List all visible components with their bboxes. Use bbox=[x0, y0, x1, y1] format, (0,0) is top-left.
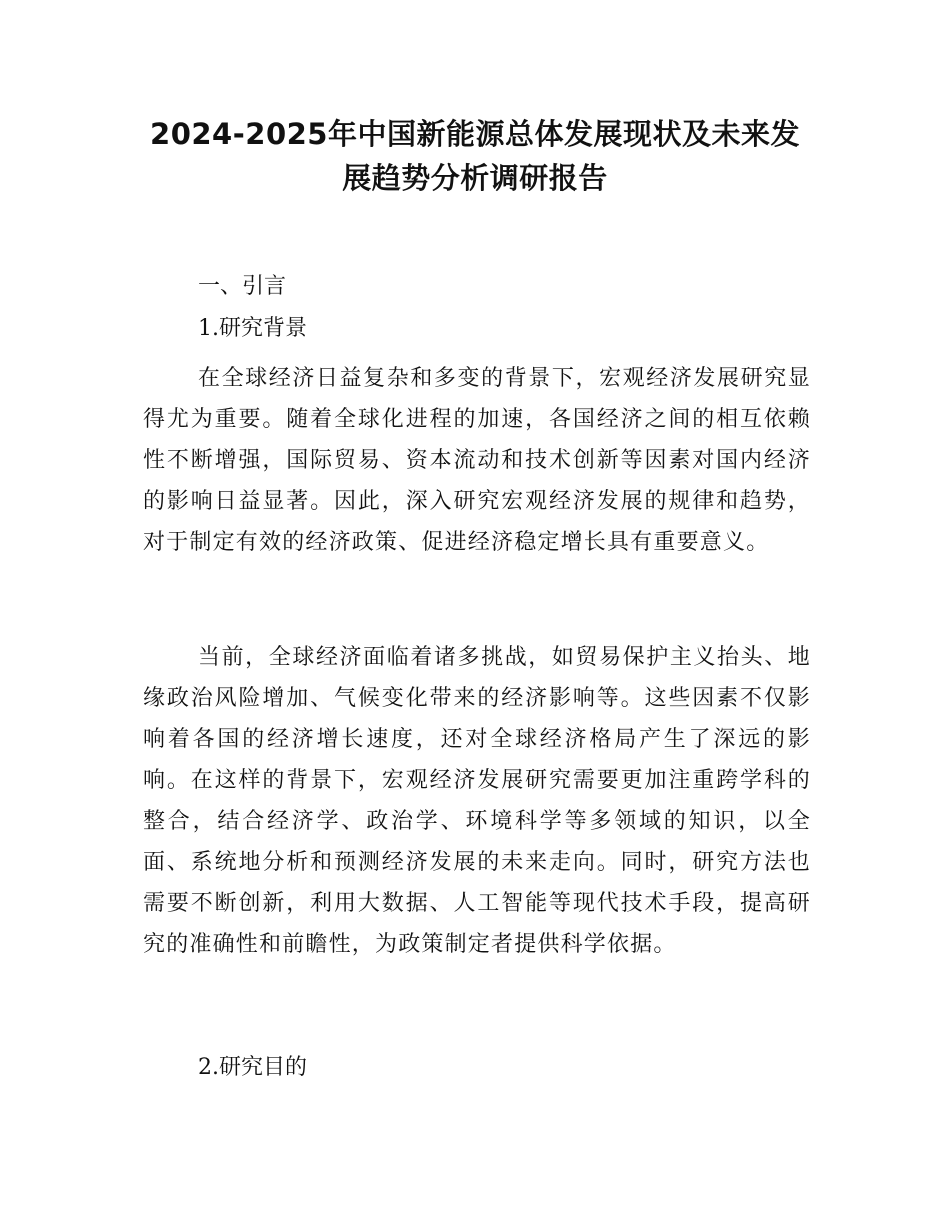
section-heading-intro: 一、引言 bbox=[198, 274, 287, 299]
paragraph-background-2: 当前，全球经济面临着诸多挑战，如贸易保护主义抬头、地缘政治风险增加、气候变化带来的经济影响等。这些因素不仅影响着各国的经济增长速度，还对全球经济格局产生了深远的影响。在这样的背景下，宏观经济发展研究需要更加注重跨学科的整合，结合经济学、政治学、环境科学等多领域的知识，以全面、系统地分析和预测经济发展的未来走向。同时，研究方法也需要不断创新，利用大数据、人工智能等现代技术手段，提高研究的准确性和前瞻性，为政策制定者提供科学依据。 bbox=[143, 645, 811, 957]
document-title-line-2: 展趋势分析调研报告 bbox=[342, 161, 608, 195]
paragraph-background-1: 在全球经济日益复杂和多变的背景下，宏观经济发展研究显得尤为重要。随着全球化进程的加速，各国经济之间的相互依赖性不断增强，国际贸易、资本流动和技术创新等因素对国内经济的影响日益显著。因此，深入研究宏观经济发展的规律和趋势，对于制定有效的经济政策、促进经济稳定增长具有重要意义。 bbox=[143, 366, 811, 555]
subsection-heading-background: 1.研究背景 bbox=[198, 316, 307, 341]
subsection-heading-goal: 2.研究目的 bbox=[198, 1055, 307, 1080]
document-title-line-1: 2024-2025年中国新能源总体发展现状及未来发 bbox=[150, 117, 800, 151]
